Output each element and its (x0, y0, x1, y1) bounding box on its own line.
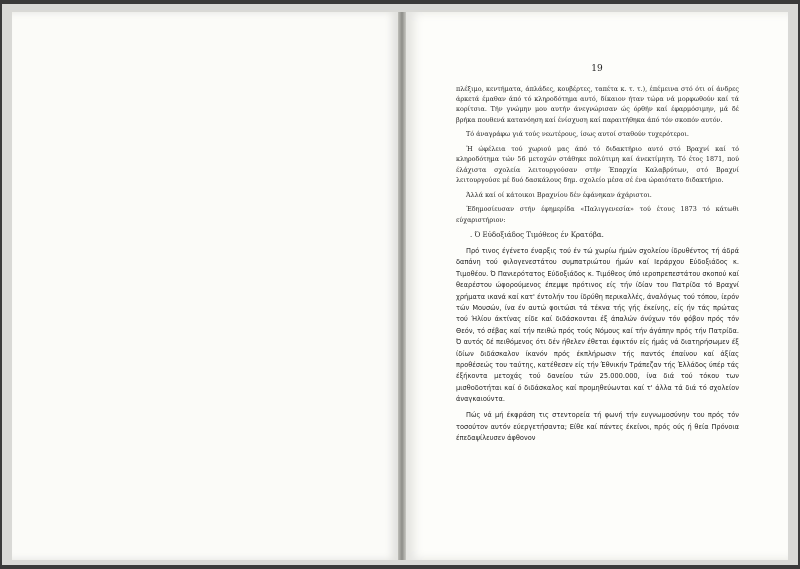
blank-left-page (12, 12, 398, 560)
page-number: 19 (591, 64, 603, 74)
book-gutter (398, 12, 406, 560)
text-page (406, 12, 788, 560)
paragraph: Έδημοσίευσαν στήν έφημερίδα «Παλιγγενεσία» τού έτους 1873 τό κάτωθι εύχαριστήριον: (456, 205, 739, 224)
paragraph: Άλλά καί οί κάτοικοι Βραχνίου δέν έφάνηκαν άχάριστοι. (466, 190, 652, 199)
quoted-paragraph: Πρό τινος έγένετο έναρξις τού έν τώ χωρίω ήμών σχολείου ίδρυθέντος τή άδρά δαπάνη τού φιλογενεστάτου συμπατριώτου ήμών καί Ιεράρχου Εύδοξιάδος κ. Τιμοθέου. Ό Πανιερότατος Εύδοξιάδος κ. Τιμόθεος ύπό ιεροπρεπεστάτου σκοπού καί θεαρέστου ώφορούμενος έπεμψε πρότινος είς τήν ίδίαν του Πατρίδα τό Βραχνί χρήματα ικανά καί κατ' έντολήν του ίδρύθη περικαλλές, άναλόγως τού τόπου, ίερόν τών Μουσών, ίνα έν αυτώ φοιτώσι τά τέκνα τής γής έκείνης, είς ήν τάς πρώτας τού Ήλίου άκτίνας είδε καί διδάσκονται έξ άπαλών όνύχων τόν φόβον πρός τόν Θεόν, τό σέβας καί τήν πειθώ πρός τούς Νόμους καί τήν άγάπην πρός τήν Πατρίδα. Ό αυτός δέ πειθόμενος ότι δέν ήθελεν έθεται έφικτόν είς ήμάς νά διατηρήσωμεν έξ ίδίων διδάσκαλον ίκανόν πρός έκπλήρωσιν τής παντός έπαίνου καί άξίας προθέσεώς του ταύτης, κατέθεσεν είς τήν Έθνικήν Τράπεζαν τής Έλλάδος ύπέρ τάς έξήκοντα μετοχάς τού δανείου τών 25.000.000, ίνα διά τού τόκου των μισθοδοτήται καί ό διδάσκαλος καί προμηθεύωνται καί τ' άλλα τά διά τό σχολείον άναγκαιούντα. (456, 247, 740, 404)
paragraph: Ή ώφέλεια τού χωριού μας άπό τό διδακτήριο αυτό στό Βραχνί καί τό κληροδότημα τών 56 μετοχών στάθηκε πολύτιμη καί άνεκτίμητη. Τό έτος 1871, πού έλάχιστα σχολεία λειτουργούσαν στήν Έπαρχία Καλαβρύτων, στό Βραχνί λειτουργούσε μέ δυό δασκάλους δημ. σχολείο μέσα σέ ένα ώραιότατο διδακτήριο. (456, 145, 739, 184)
quoted-paragraph: Πώς νά μή έκφράση τις στεντορεία τή φωνή τήν ευγνωμοσύνην του πρός τόν τοσούτον αυτόν εύεργετήσαντα; Είθε καί πάντες έκείνοι, πρός ούς ή θεία Πρόνοια έπεδαψίλευσεν άφθονον (456, 411, 739, 443)
paragraph: Τό άναγράφω γιά τούς νεωτέρους, ίσως αυτοί σταθούν τυχερότεροι. (466, 130, 689, 139)
quoted-heading: . Ό Εύδοξιάδος Τιμόθεος έν Κρατόβα. (470, 230, 604, 239)
page-body (456, 84, 739, 449)
paragraph: πλέξιμο, κεντήματα, άπλάδες, κουβέρτες, ταπέτα κ. τ. τ.), έπέμεινα στό ότι οί άνδρες άρκετά έμαθαν άπό τό κληροδότημα αυτό, δίκαιον ήταν τώρα νά μορφωθούν καί τά κορίτσια. Τήν γνώμην μου αυτήν άνεγνώρισαν ώς όρθήν καί έφαρμόσιμην, μά δέ βρήκα πουθενά κατανόηση καί ένίσχυση καί παραιτήθηκα άπό τόν σκοπόν αυτόν. (456, 85, 739, 124)
book-spread (2, 4, 798, 565)
